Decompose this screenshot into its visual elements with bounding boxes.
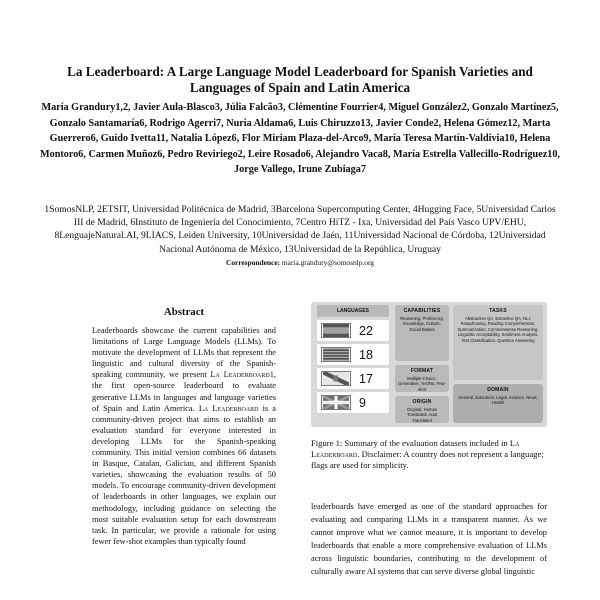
abstract-text-3: is a community-driven project that aims to establish an evaluation standard for everyone interested in developing LLMs for the Spanish-speaking community. This initial version combines 66 datasets in Basque, Catalan, Galician, and different Spanish varieties, showcasing the evaluation results of 50 models. To encourage community-driven development of leaderboards in other languages, we explain our methodology, including guidance on selecting the most suitable evaluation setup for each downstream task. In particular, we provide a rationale for using fewer few-shot examples than typically found <box>92 403 276 546</box>
box-title: ORIGIN <box>412 399 432 405</box>
language-count: 22 <box>359 323 373 338</box>
language-count: 17 <box>359 371 373 386</box>
box-title: DOMAIN <box>487 387 509 393</box>
caption-text-2: . Disclaimer: A country does not represent a language; flags are used for simplicity. <box>311 449 544 471</box>
capabilities-box <box>395 305 449 361</box>
language-row-galician <box>317 368 389 389</box>
format-box <box>395 365 449 392</box>
paper-title: La Leaderboard: A Large Language Model Leaderboard for Spanish Varieties and Languages of Spain and Latin America <box>67 64 533 95</box>
language-row-spanish <box>317 320 389 341</box>
caption-label: Figure 1: <box>311 438 343 448</box>
correspondence <box>226 258 374 267</box>
box-text: Reasoning, Proficiency, Knowledge, Culture, Social Biases <box>400 316 444 332</box>
abstract-text-2: 1, the first open-source leaderboard to evaluate generative LLMs in languages and language varieties of Spain and Latin America. <box>92 370 276 413</box>
language-row-basque <box>317 392 389 413</box>
affiliations <box>40 203 560 269</box>
correspondence-label: Correspondence: <box>226 257 281 267</box>
correspondence-email[interactable]: maria.grandury@somosnlp.org <box>281 257 374 267</box>
tasks-box <box>453 305 543 380</box>
box-text: Original, Human Translated, Auto Translated <box>406 407 438 423</box>
language-count: 9 <box>359 395 366 410</box>
galician-flag-icon <box>321 371 351 386</box>
author-list: María Grandury1,2, Javier Aula-Blasco3, Júlia Falcão3, Clémentine Fourrier4, Miguel González2, Gonzalo Martínez5, Gonzalo Santamaría6, Rodrigo Agerri7, Nuria Aldama6, Luis Chiruzzo13, Javier Conde2, Helena Gómez12, Marta Guerrero6, Guido Ivetta11, Natalia López6, Flor Miriam Plaza-del-Arco9, María Teresa Martín-Valdivia10, Helena Montoro6, Carmen Muñoz6, Pedro Reviriego2, Leire Rosado6, Alejandro Vaca8, María Estrella Vallecillo-Rodríguez10, Jorge Vallego, Irune Zubiaga7 <box>40 102 560 175</box>
figure-1 <box>311 302 547 427</box>
figure-caption <box>311 438 547 472</box>
language-row-catalan <box>317 344 389 365</box>
languages-header: LANGUAGES <box>317 305 389 317</box>
abstract-text-1: Leaderboards showcase the current capabilities and limitations of Large Language Models (LLMs). To motivate the development of LLMs that represent the linguistic and cultural diversity of the Spanish-speaking community, we present <box>92 326 276 380</box>
language-count: 18 <box>359 347 373 362</box>
leaderboard-name-1: La Leaderboard <box>210 370 270 380</box>
origin-box <box>395 396 449 423</box>
catalan-flag-icon <box>321 347 351 362</box>
caption-text-1: Summary of the evaluation datasets included in <box>342 438 510 448</box>
abstract-heading: Abstract <box>163 306 205 318</box>
box-title: FORMAT <box>410 368 434 374</box>
domain-box <box>453 384 543 423</box>
leaderboard-name-2: La Leaderboard <box>198 403 259 413</box>
box-text: Multiple Choice, Generative, Yes/No, Few-shot <box>398 376 446 392</box>
abstract-body <box>92 325 276 600</box>
intro-paragraph: leaderboards have emerged as one of the standard approaches for evaluating and comparing LLMs in a transparent manner. As we cannot improve what we cannot measure, it is important to develop leaderboards that enable a more comprehensive evaluation of LLMs across linguistic boundaries, contributing to the development of culturally aware AI systems that can serve diverse global linguistic <box>311 502 547 577</box>
box-text: General, Education, Legal, Science, News, Health <box>458 395 538 406</box>
caption-leaderboard-name: La Leaderboard <box>311 438 520 460</box>
box-title: CAPABILITIES <box>403 308 441 314</box>
spanish-flag-icon <box>321 323 351 338</box>
box-title: TASKS <box>489 308 507 314</box>
basque-flag-icon <box>321 395 351 410</box>
affiliation-list: 1SomosNLP, 2ETSIT, Universidad Politécnica de Madrid, 3Barcelona Supercomputing Center, 4Hugging Face, 5Universidad Carlos III de Madrid, 6Instituto de Ingeniería del Conocimiento, 7Centro HiTZ - Ixa, Universidad del País Vasco UPV/EHU, 8LenguajeNatural.AI, 9LIACS, Leiden University, 10Universidad de Jaén, 11Universidad Nacional de Córdoba, 12Universidad Nacional Autónoma de México, 13Universidad de la República, Uruguay <box>44 204 556 255</box>
box-text: Abstractive QA, Extractive QA, NLI, Paraphrasing, Reading Comprehension, Summarization, Commonsense Reasoning, Linguistic Acceptability, Sentiment Analysis, Text Classification, Question Answering <box>457 316 539 343</box>
